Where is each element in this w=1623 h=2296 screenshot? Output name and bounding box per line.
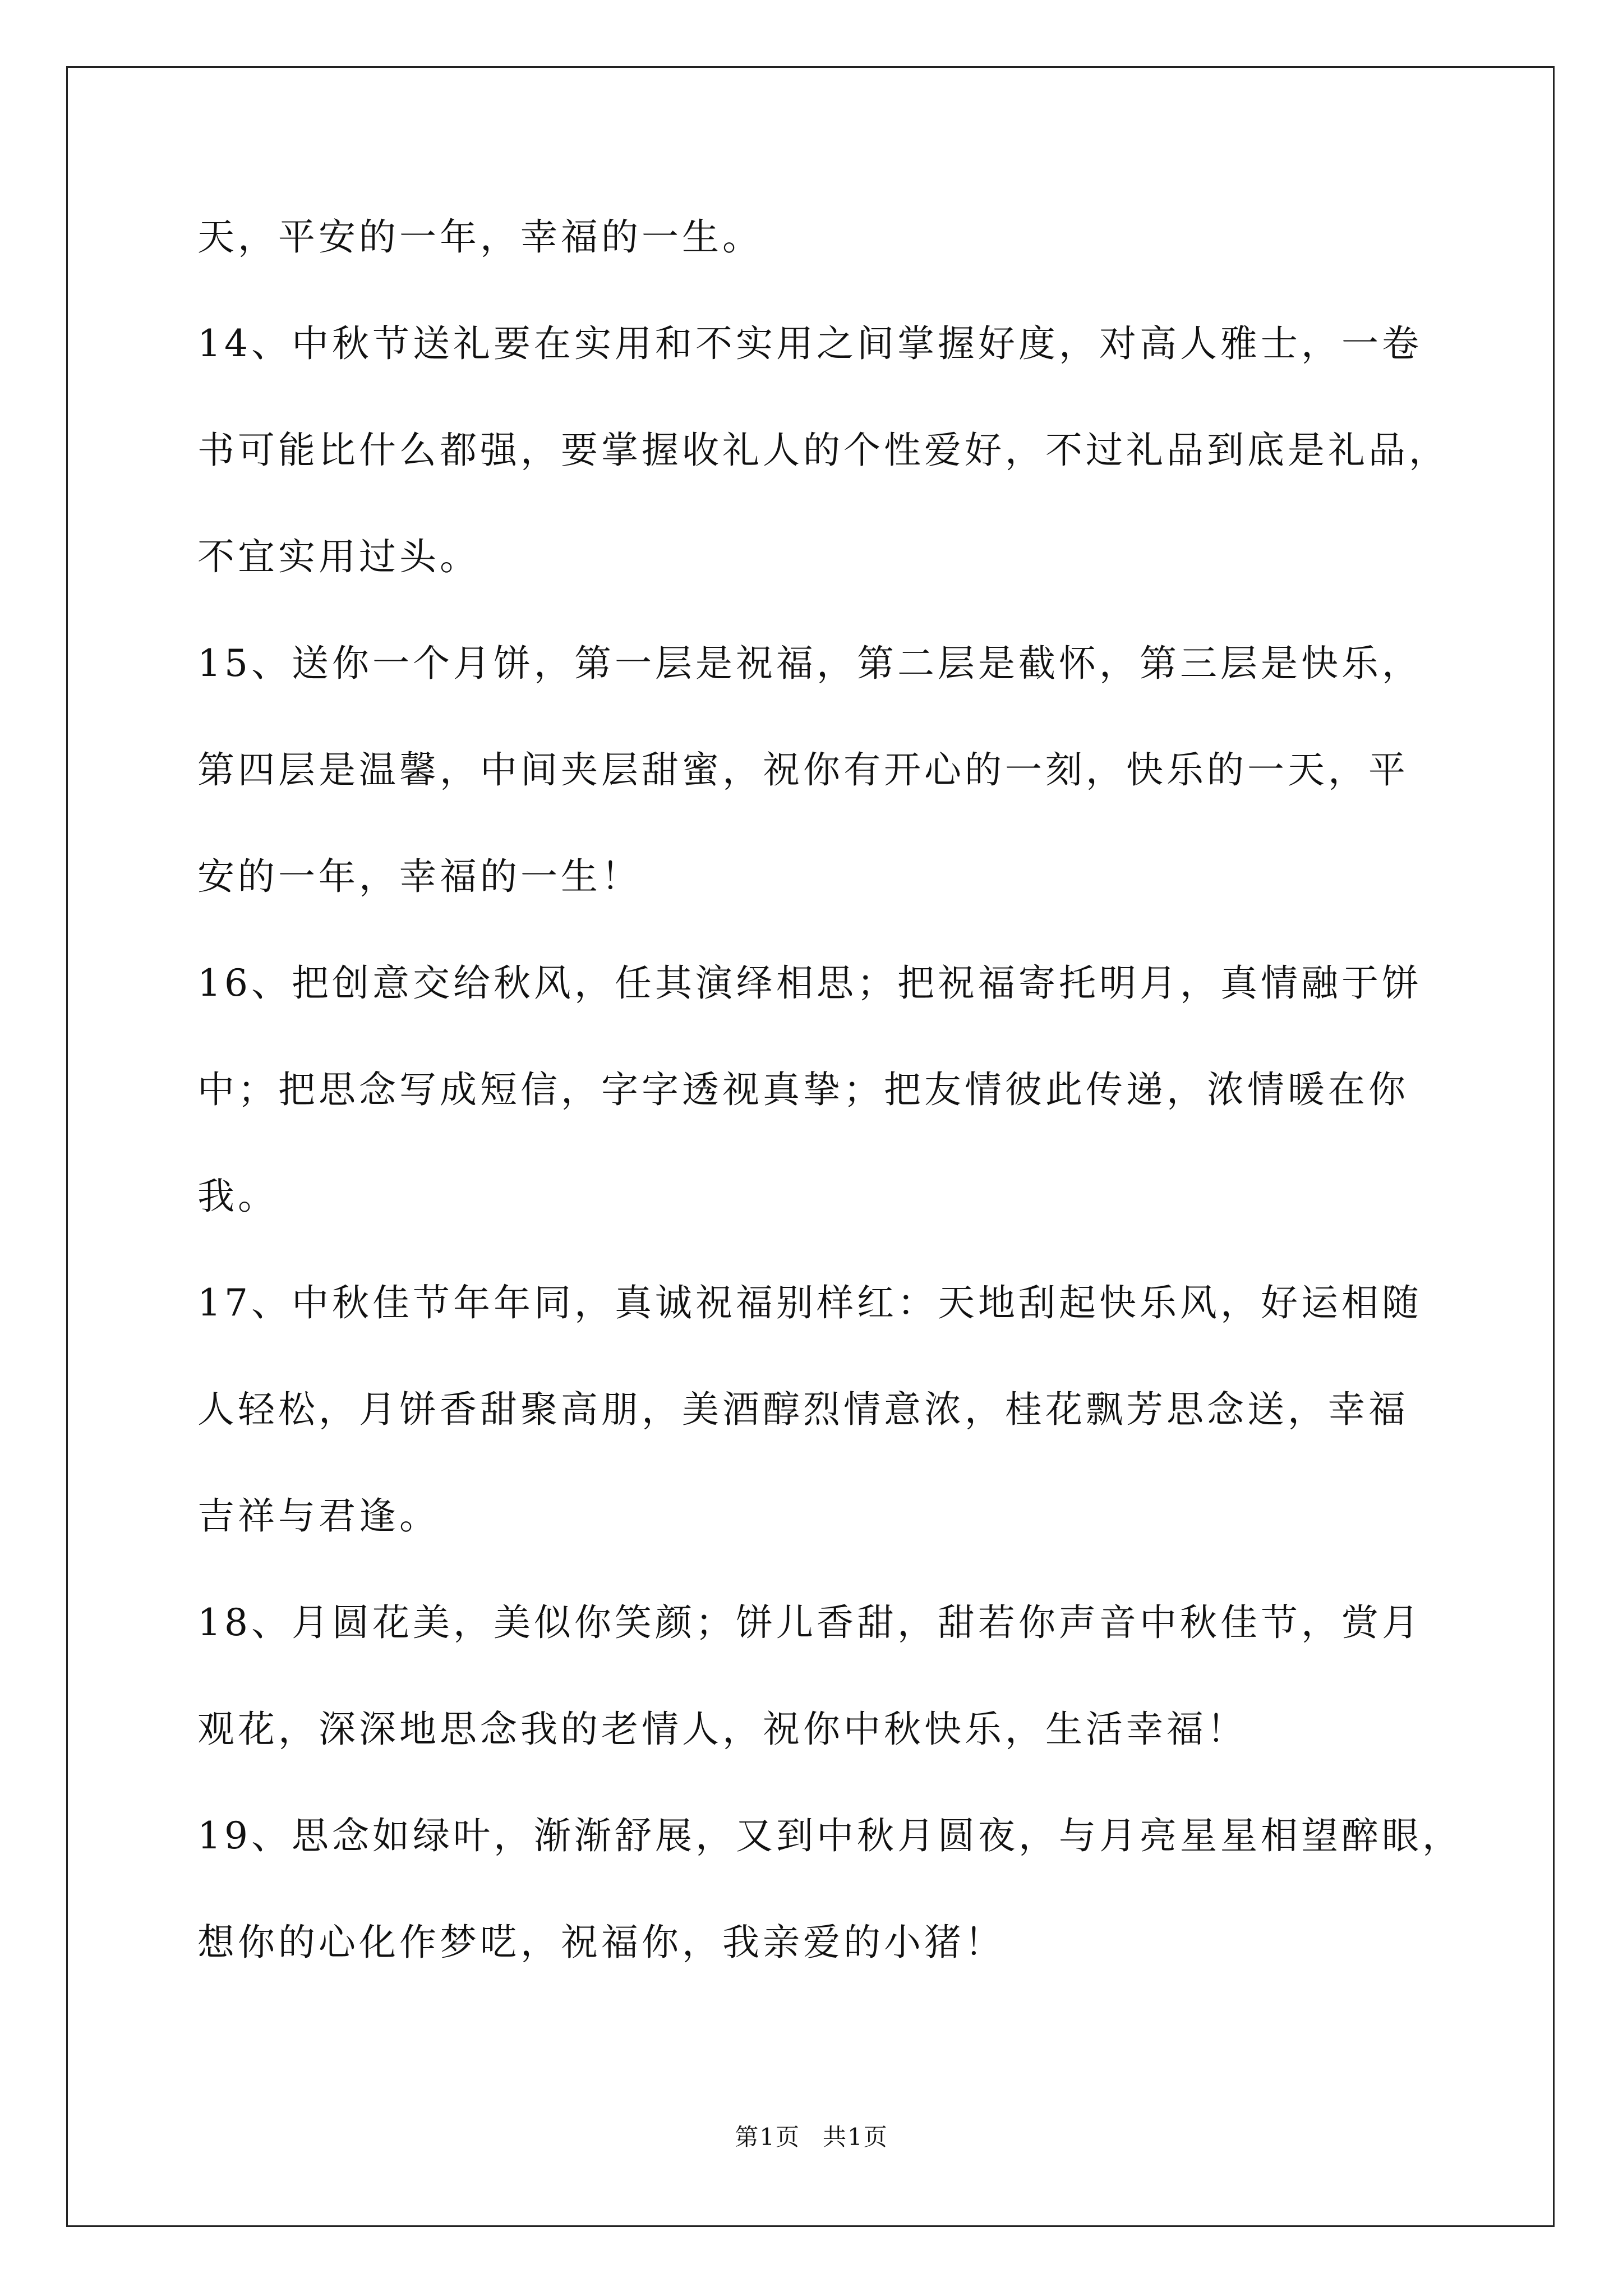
text-line: 想你的心化作梦呓，祝福你，我亲爱的小猪！ [197,1921,1005,1964]
text-line: 19、思念如绿叶，渐渐舒展，又到中秋月圆夜，与月亮星星相望醉眼， [197,1814,1463,1857]
text-line: 18、月圆花美，美似你笑颜；饼儿香甜，甜若你声音中秋佳节，赏月 [197,1601,1422,1644]
page-total: 共1页 [823,2123,888,2151]
text-line: 吉祥与君逢。 [197,1494,440,1538]
text-line: 人轻松，月饼香甜聚高朋，美酒醇烈情意浓，桂花飘芳思念送，幸福 [197,1388,1409,1431]
page-number: 第1页 [735,2123,800,2151]
text-line: 安的一年，幸福的一生！ [197,855,642,898]
text-line: 书可能比什么都强，要掌握收礼人的个性爱好，不过礼品到底是礼品， [197,429,1449,472]
page-footer [0,2120,1623,2154]
text-line: 中；把思念写成短信，字字透视真挚；把友情彼此传递，浓情暖在你 [197,1068,1409,1111]
text-line: 第四层是温馨，中间夹层甜蜜，祝你有开心的一刻，快乐的一天，平 [197,748,1409,792]
text-line: 观花，深深地思念我的老情人，祝你中秋快乐，生活幸福！ [197,1708,1247,1751]
page-frame [66,66,1555,2227]
text-line: 天，平安的一年，幸福的一生。 [197,215,763,259]
text-line: 14、中秋节送礼要在实用和不实用之间掌握好度，对高人雅士，一卷 [197,322,1422,365]
text-line: 不宜实用过头。 [197,535,480,578]
text-line: 17、中秋佳节年年同，真诚祝福别样红：天地刮起快乐风，好运相随 [197,1281,1422,1324]
text-line: 15、送你一个月饼，第一层是祝福，第二层是截怀，第三层是快乐， [197,642,1422,685]
text-line: 16、把创意交给秋风，任其演绎相思；把祝福寄托明月，真情融于饼 [197,961,1422,1005]
text-line: 我。 [197,1175,278,1218]
